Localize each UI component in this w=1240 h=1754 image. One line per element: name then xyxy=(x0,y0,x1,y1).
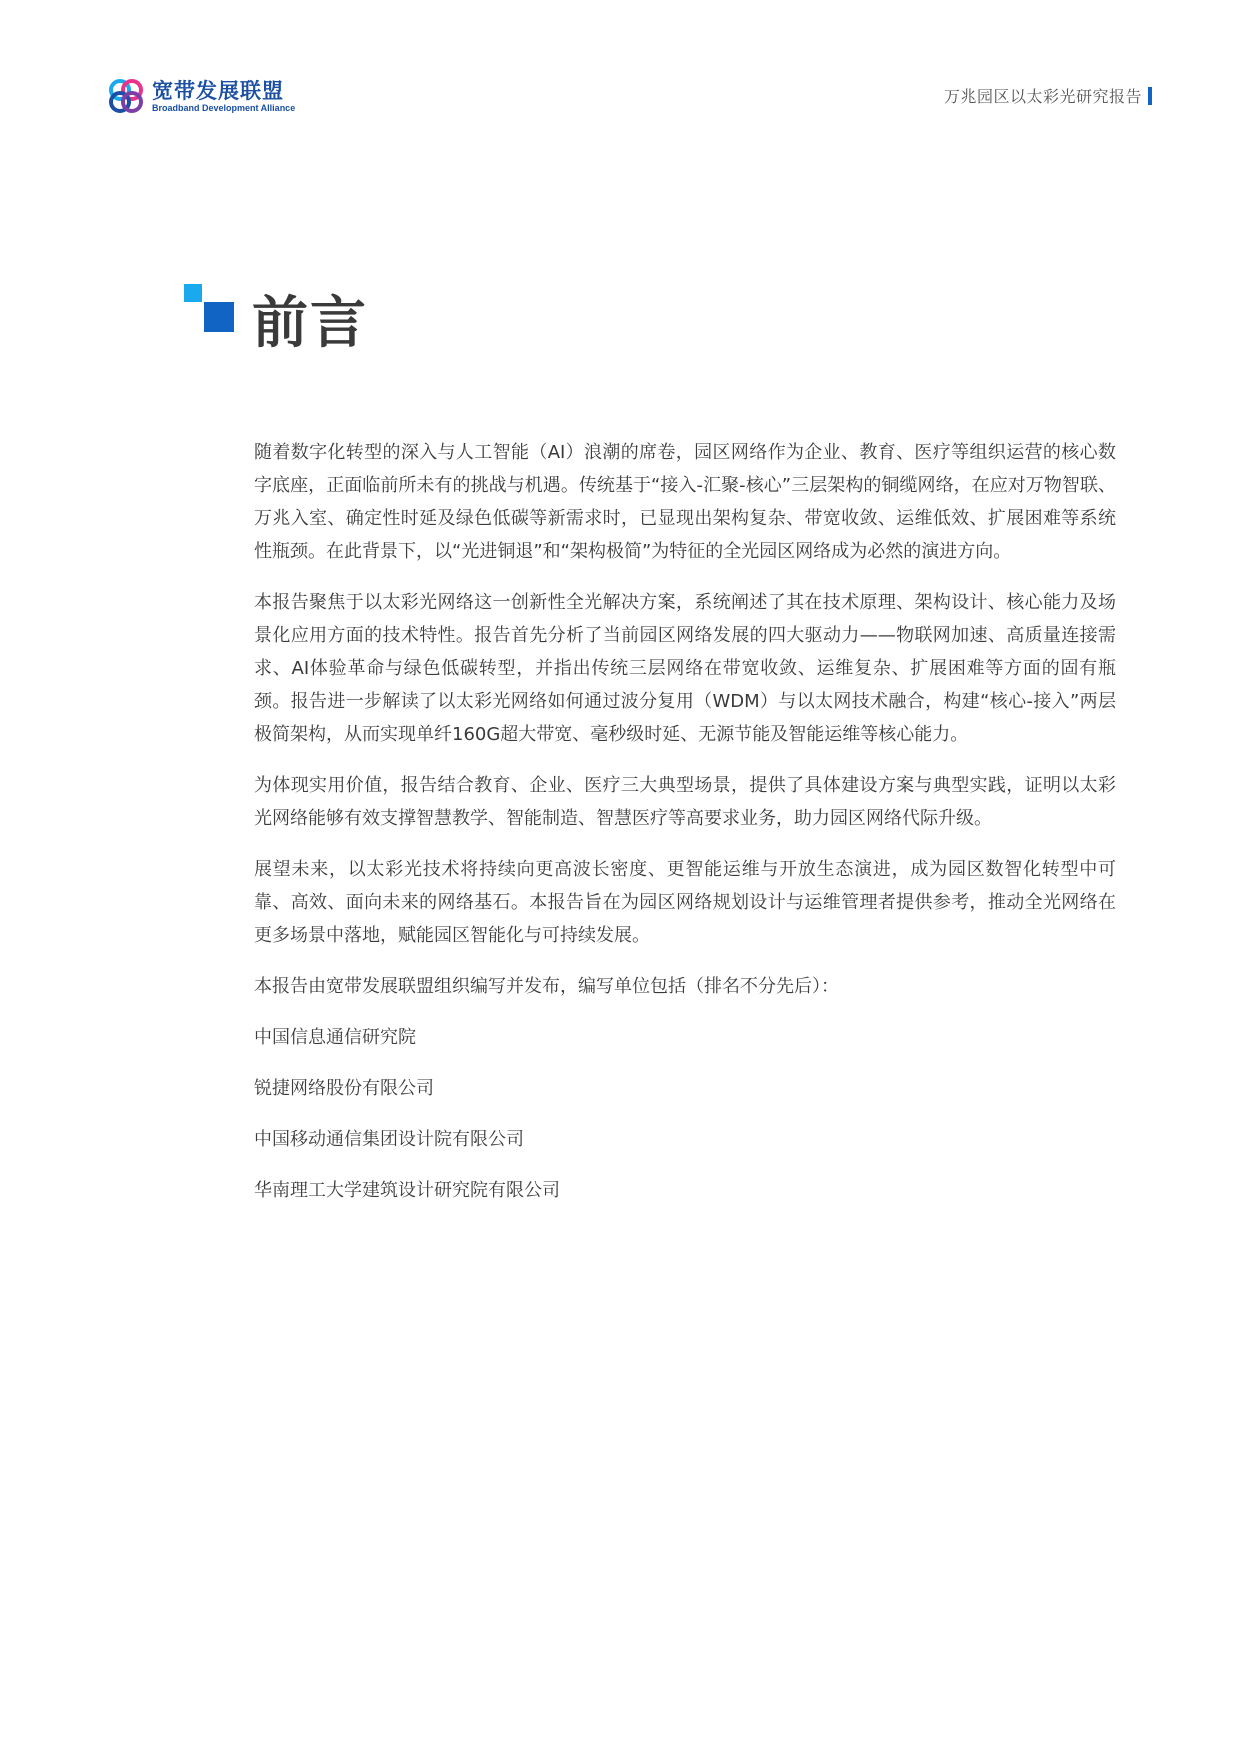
body-content xyxy=(254,436,1116,1225)
page-title: 前言 xyxy=(252,291,368,356)
list-item: 锐捷网络股份有限公司 xyxy=(254,1078,434,1099)
heading-squares-icon xyxy=(184,284,244,344)
logo xyxy=(106,76,295,116)
list-item: 中国信息通信研究院 xyxy=(254,1027,416,1048)
organization-list xyxy=(254,1021,1116,1207)
logo-en-text: Broadband Development Alliance xyxy=(152,102,296,113)
section-heading xyxy=(184,284,584,364)
logo-cn-text: 宽带发展联盟 xyxy=(152,78,284,103)
paragraph: 为体现实用价值，报告结合教育、企业、医疗三大典型场景，提供了具体建设方案与典型实践，证明以太彩光网络能够有效支撑智慧教学、智能制造、智慧医疗等高要求业务，助力园区网络代际升级。 xyxy=(254,775,1116,829)
paragraph: 随着数字化转型的深入与人工智能（AI）浪潮的席卷，园区网络作为企业、教育、医疗等组织运营的核心数字底座，正面临前所未有的挑战与机遇。传统基于“接入-汇聚-核心”三层架构的铜缆网络，在应对万物智联、万兆入室、确定性时延及绿色低碳等新需求时，已显现出架构复杂、带宽收敛、运维低效、扩展困难等系统性瓶颈。在此背景下，以“光进铜退”和“架构极简”为特征的全光园区网络成为必然的演进方向。 xyxy=(254,442,1116,562)
list-item: 中国移动通信集团设计院有限公司 xyxy=(254,1129,524,1150)
page-header xyxy=(0,0,1240,140)
header-accent-bar xyxy=(1148,87,1152,105)
paragraph: 展望未来，以太彩光技术将持续向更高波长密度、更智能运维与开放生态演进，成为园区数智化转型中可靠、高效、面向未来的网络基石。本报告旨在为园区网络规划设计与运维管理者提供参考，推动全光网络在更多场景中落地，赋能园区智能化与可持续发展。 xyxy=(254,859,1116,946)
alliance-logo-icon xyxy=(106,76,146,116)
paragraph: 本报告由宽带发展联盟组织编写并发布，编写单位包括（排名不分先后）： xyxy=(254,976,839,997)
list-item: 华南理工大学建筑设计研究院有限公司 xyxy=(254,1180,560,1201)
paragraph: 本报告聚焦于以太彩光网络这一创新性全光解决方案，系统阐述了其在技术原理、架构设计、核心能力及场景化应用方面的技术特性。报告首先分析了当前园区网络发展的四大驱动力——物联网加速、高质量连接需求、AI体验革命与绿色低碳转型，并指出传统三层网络在带宽收敛、运维复杂、扩展困难等方面的固有瓶颈。报告进一步解读了以太彩光网络如何通过波分复用（WDM）与以太网技术融合，构建“核心-接入”两层极简架构，从而实现单纤160G超大带宽、毫秒级时延、无源节能及智能运维等核心能力。 xyxy=(254,592,1116,745)
report-title: 万兆园区以太彩光研究报告 xyxy=(943,87,1142,106)
small-square xyxy=(184,284,202,302)
running-header xyxy=(944,84,1152,107)
logo-text xyxy=(152,79,295,114)
big-square xyxy=(204,302,234,332)
